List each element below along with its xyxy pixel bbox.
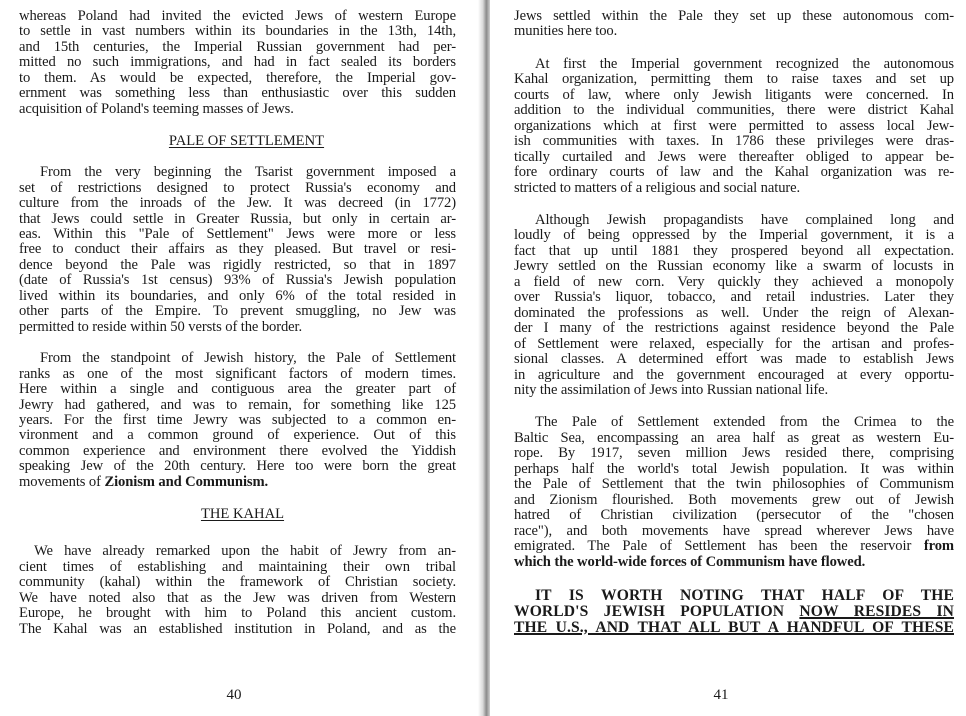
caps-line: IT IS WORTH NOTING THAT HALF OF THE xyxy=(535,586,954,604)
text-line: Here within a single and contiguous area the greater part of xyxy=(19,381,456,398)
text-line: set of restrictions designed to protect Russia's economy and xyxy=(19,179,456,196)
text-line: Kahal organization, permitting them to raise taxes and set up xyxy=(514,71,954,88)
text-line: to settle in vast numbers within its boundaries in the 13th, 14th, xyxy=(19,23,456,40)
text-line: addition to the individual communities, there were district Kahal xyxy=(514,102,954,119)
text-line xyxy=(19,475,456,490)
text-line: Jews settled within the Pale they set up these autonomous com- xyxy=(514,8,954,24)
text-line: of Settlement were relaxed, especially for the artisan and profes- xyxy=(514,335,954,352)
section-heading-the-kahal: THE KAHAL xyxy=(200,506,285,523)
right-paragraph-2 xyxy=(514,213,954,398)
left-paragraph-1 xyxy=(19,165,456,335)
bold-text-run: from xyxy=(923,538,954,555)
text-line: vironment and a common ground of experience. Out of this xyxy=(19,427,456,444)
text-line: fore ordinary courts of law and the Kahal organization was re- xyxy=(514,164,954,181)
text-run: movements of xyxy=(19,473,105,490)
text-line: that Jews could settle in Greater Russia, but only in certain ar- xyxy=(19,210,456,227)
text-line: common experience and environment there evolved the Yiddish xyxy=(19,442,456,459)
text-line: other parts of the Empire. To prevent smuggling, no Jew was xyxy=(19,303,456,320)
left-intro-paragraph xyxy=(19,9,456,117)
text-line: and 15th centuries, the Imperial Russian government had per- xyxy=(19,38,456,55)
text-line: speaking Jew of the 20th century. Here too were born the great xyxy=(19,458,456,475)
text-line: (date of Russia's 1st census) 93% of Russia's Jewish population xyxy=(19,272,456,289)
caps-line xyxy=(514,604,954,620)
underlined-caps-line: THE U.S., AND THAT ALL BUT A HANDFUL OF THESE xyxy=(514,618,954,636)
text-line: sional classes. A determined effort was made to establish Jews xyxy=(514,351,954,368)
text-line: loudly of being oppressed by the Imperial government, it is a xyxy=(514,227,954,244)
text-line: community (kahal) within the framework of Christian society. xyxy=(19,574,456,591)
text-line: eas. Within this "Pale of Settlement" Jews were more or less xyxy=(19,225,456,242)
text-line: cient times of establishing and maintaining their own tribal xyxy=(19,558,456,575)
text-line: permitted to reside within 50 versts of the border. xyxy=(19,318,303,335)
text-line: der I many of the restrictions against residence beyond the Pale xyxy=(514,320,954,337)
text-line: tically curtailed and Jews were thereafter obliged to appear be- xyxy=(514,148,954,165)
text-line: in agriculture and the government encouraged at every opportu- xyxy=(514,366,954,383)
text-line: a field of new corn. Very quickly they achieved a monopoly xyxy=(514,273,954,290)
text-line: race"), and both movements have spread wherever Jews have xyxy=(514,522,954,539)
left-page xyxy=(0,0,478,716)
text-run: emigrated. The Pale of Settlement has been the reservoir xyxy=(514,538,924,555)
text-line: Europe, he brought with him to Poland this ancient custom. xyxy=(19,605,456,622)
bold-text-line: which the world-wide forces of Communism have flowed. xyxy=(514,553,866,570)
text-line: free to conduct their affairs as they pleased. But travel or resi- xyxy=(19,241,456,258)
text-line: ernment was something less than enthusiastic over this sudden xyxy=(19,85,456,102)
text-line: the Pale of Settlement that the twin philosophies of Communism xyxy=(514,476,954,493)
bold-text-run: Zionism and Communism. xyxy=(104,473,269,490)
left-paragraph-2 xyxy=(19,351,456,490)
text-line: rope. By 1917, seven million Jews resided there, comprising xyxy=(514,445,954,462)
text-line: hatred of Christian civilization (persecutor of the "chosen xyxy=(514,507,954,524)
caps-text-run: WORLD'S JEWISH POPULATION xyxy=(514,602,800,620)
text-line: At first the Imperial government recognized the autonomous xyxy=(535,55,954,72)
text-line: From the very beginning the Tsarist government imposed a xyxy=(40,164,456,181)
right-paragraph-3 xyxy=(514,415,954,570)
text-line: to them. As would be expected, therefore, the Imperial gov- xyxy=(19,69,456,86)
text-line: dominated the professions as well. Under the reign of Alexan- xyxy=(514,304,954,321)
text-line: The Kahal was an established institution in Poland, and as the xyxy=(19,620,456,637)
text-line: perhaps half the world's total Jewish population. It was within xyxy=(514,460,954,477)
page-number: 40 xyxy=(226,687,242,703)
text-line: The Pale of Settlement extended from the Crimea to the xyxy=(535,414,954,431)
left-paragraph-3 xyxy=(19,544,456,637)
text-line: Although Jewish propagandists have complained long and xyxy=(535,211,954,228)
text-line: ish communities with taxes. In 1786 these privileges were dras- xyxy=(514,133,954,150)
text-line: stricted to matters of a religious and social nature. xyxy=(514,179,801,196)
text-line: acquisition of Poland's teeming masses of Jews. xyxy=(19,100,294,117)
text-line: courts of law, where only Jewish litigants were concerned. In xyxy=(514,86,954,103)
right-paragraph-1 xyxy=(514,57,954,196)
underlined-caps-run: NOW RESIDES IN xyxy=(799,602,955,620)
text-line: Jewry settled on the Russian economy like a swarm of locusts in xyxy=(514,258,954,275)
text-line: We have noted also that as the Jew was driven from Western xyxy=(19,589,456,606)
text-line: and Zionism flourished. Both movements grew out of Jewish xyxy=(514,491,954,508)
text-line xyxy=(514,539,954,554)
text-line: nity the assimilation of Jews into Russian national life. xyxy=(514,381,829,398)
text-line: culture from the inroads of the Jew. It was decreed (in 1772) xyxy=(19,195,456,212)
emphasis-paragraph xyxy=(514,588,954,636)
text-line: whereas Poland had invited the evicted Jews of western Europe xyxy=(19,8,456,24)
text-line: lived within its boundaries, and only 6% of the total resided in xyxy=(19,287,456,304)
text-line: dence beyond the Pale was rigidly restricted, so that in 1897 xyxy=(19,256,456,273)
right-intro-paragraph xyxy=(514,9,954,40)
text-line: munities here too. xyxy=(514,23,618,40)
text-line: Baltic Sea, encompassing an area half as great as western Eu- xyxy=(514,429,954,446)
text-line: Jewry had gathered, and was to remain, for something like 125 xyxy=(19,396,456,413)
section-heading-pale-of-settlement: PALE OF SETTLEMENT xyxy=(168,133,325,150)
text-line: mitted no such immigrations, and had in fact sealed its borders xyxy=(19,54,456,71)
text-line: fact that up until 1881 they prospered beyond all expectation. xyxy=(514,242,954,259)
text-line: over Russia's liquor, tobacco, and retail industries. Later they xyxy=(514,289,954,306)
page-number: 41 xyxy=(713,687,729,703)
right-page xyxy=(490,0,966,716)
text-line: ranks as one of the most significant factors of modern times. xyxy=(19,365,456,382)
text-line: years. For the first time Jewry was subjected to a common en- xyxy=(19,411,456,428)
text-line: We have already remarked upon the habit of Jewry from an- xyxy=(34,543,456,560)
book-gutter xyxy=(478,0,490,716)
text-line: organizations which at first were permitted to assess local Jew- xyxy=(514,117,954,134)
text-line: From the standpoint of Jewish history, the Pale of Settlement xyxy=(40,350,456,367)
